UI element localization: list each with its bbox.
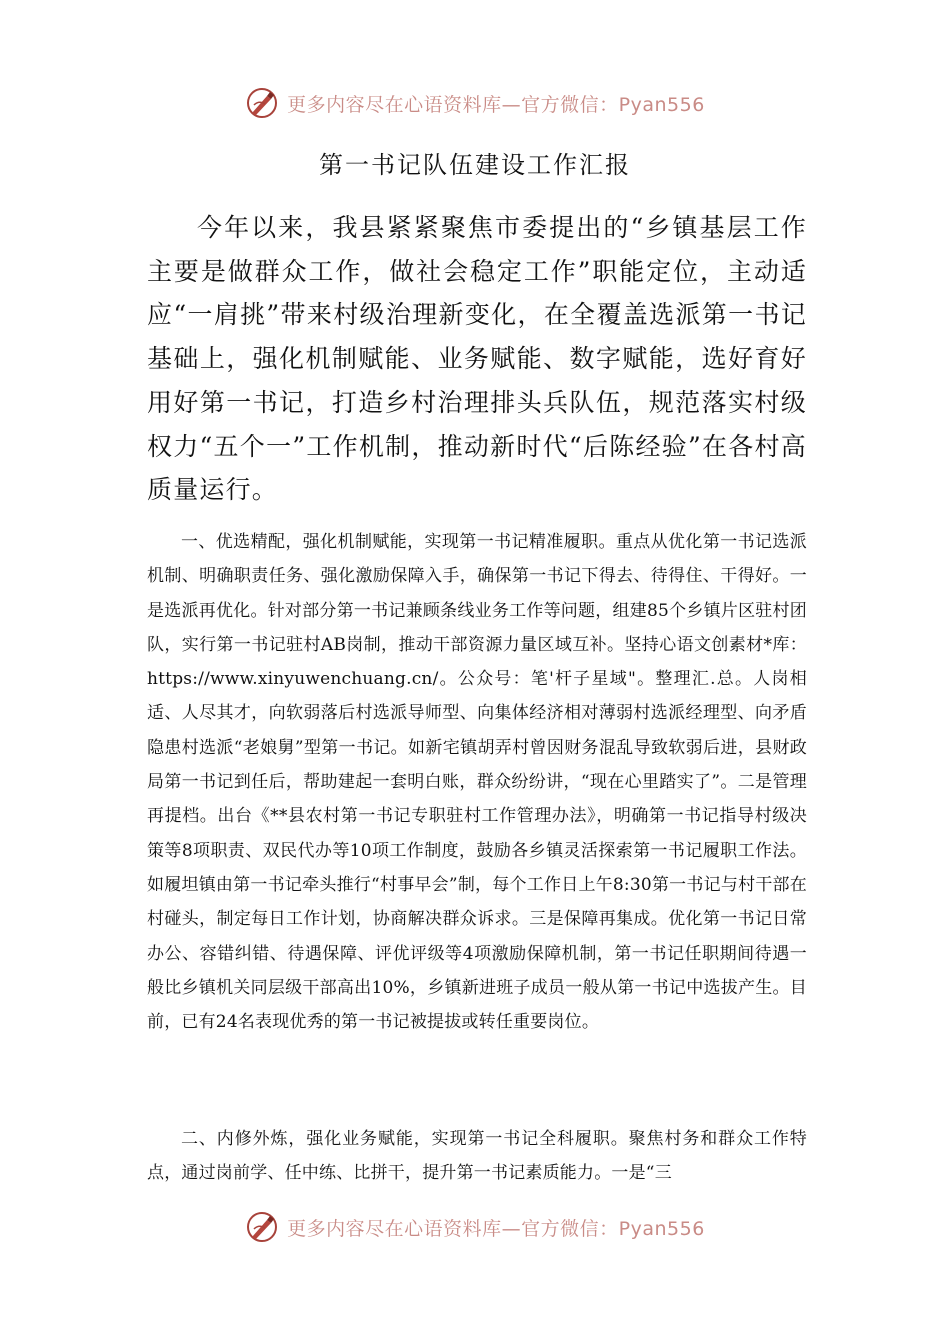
pen-logo-icon xyxy=(245,1210,279,1244)
watermark-footer xyxy=(0,1210,950,1244)
watermark-header xyxy=(0,86,950,120)
document-title: 第一书记队伍建设工作汇报 xyxy=(319,151,631,179)
watermark-text: 更多内容尽在心语资料库—官方微信：Pyan556 xyxy=(287,1217,705,1240)
watermark-text: 更多内容尽在心语资料库—官方微信：Pyan556 xyxy=(287,93,705,116)
intro-paragraph: 今年以来，我县紧紧聚焦市委提出的“乡镇基层工作主要是做群众工作，做社会稳定工作”职能定位，主动适应“一肩挑”带来村级治理新变化，在全覆盖选派第一书记基础上，强化机制赋能、业务赋能、数字赋能，选好育好用好第一书记，打造乡村治理排头兵队伍，规范落实村级权力“五个一”工作机制，推动新时代“后陈经验”在各村高质量运行。 xyxy=(147,213,807,505)
pen-logo-icon xyxy=(245,86,279,120)
body-paragraph-1: 一、优选精配，强化机制赋能，实现第一书记精准履职。重点从优化第一书记选派机制、明确职责任务、强化激励保障入手，确保第一书记下得去、待得住、干得好。一是选派再优化。针对部分第一书记兼顾条线业务工作等问题，组建85个乡镇片区驻村团队，实行第一书记驻村AB岗制，推动干部资源力量区域互补。坚持心语文创素材*库：https://www.xinyuwenchuang.cn/。公众号：笔'杆子星域"。整理汇.总。人岗相适、人尽其才，向软弱落后村选派导师型、向集体经济相对薄弱村选派经理型、向矛盾隐患村选派“老娘舅”型第一书记。如新宅镇胡弄村曾因财务混乱导致软弱后进，县财政局第一书记到任后，帮助建起一套明白账，群众纷纷讲，“现在心里踏实了”。二是管理再提档。出台《**县农村第一书记专职驻村工作管理办法》，明确第一书记指导村级决策等8项职责、双民代办等10项工作制度，鼓励各乡镇灵活探索第一书记履职工作法。如履坦镇由第一书记牵头推行“村事早会”制，每个工作日上午8:30第一书记与村干部在村碰头，制定每日工作计划，协商解决群众诉求。三是保障再集成。优化第一书记日常办公、容错纠错、待遇保障、评优评级等4项激励保障机制，第一书记任职期间待遇一般比乡镇机关同层级干部高出10%，乡镇新进班子成员一般从第一书记中选拔产生。目前，已有24名表现优秀的第一书记被提拔或转任重要岗位。 xyxy=(147,532,807,1033)
body-paragraph-2: 二、内修外炼，强化业务赋能，实现第一书记全科履职。聚焦村务和群众工作特点，通过岗前学、任中练、比拼干，提升第一书记素质能力。一是“三 xyxy=(147,1129,807,1184)
